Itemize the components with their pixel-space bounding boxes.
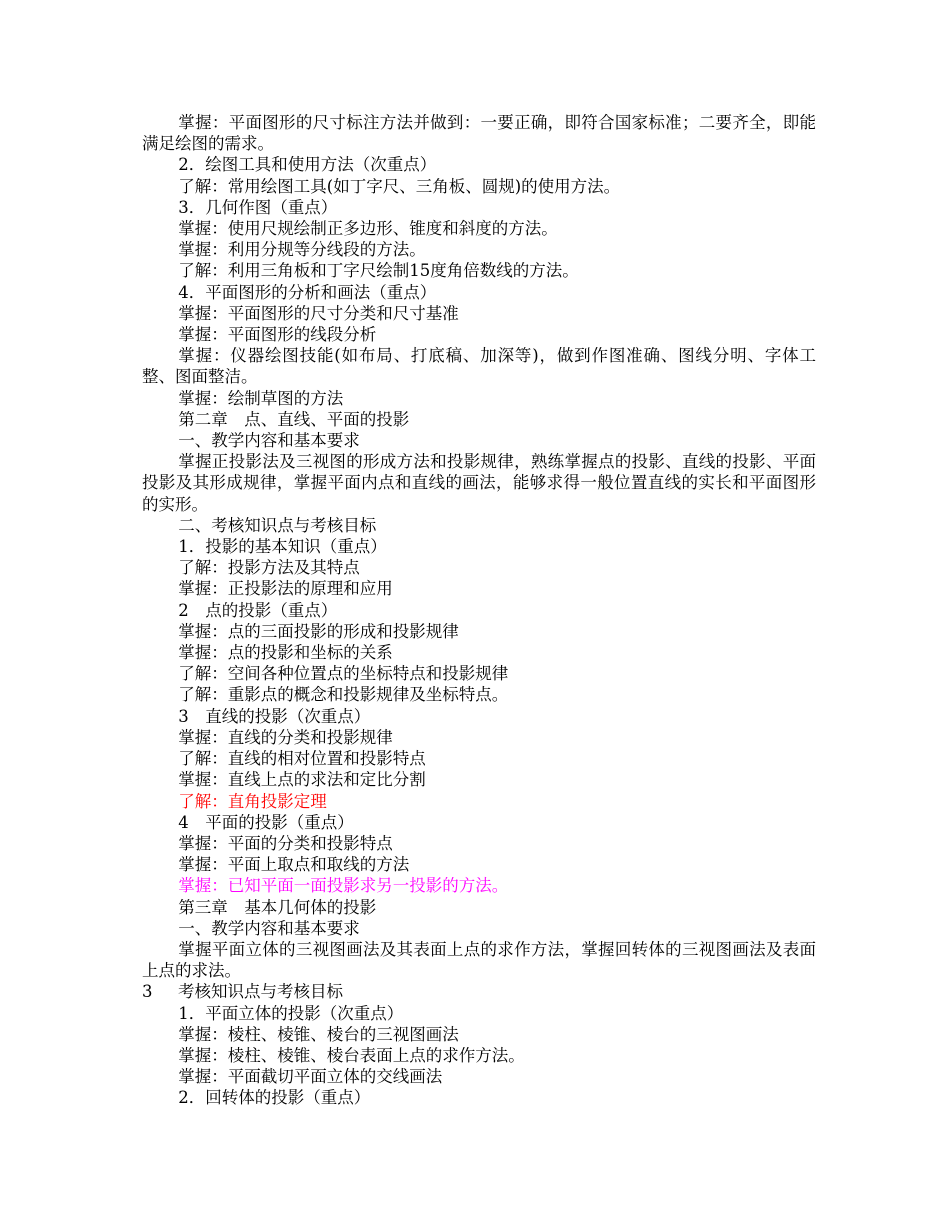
paragraph: 掌握：棱柱、棱锥、棱台的三视图画法	[178, 1024, 459, 1044]
paragraph: 一、教学内容和基本要求	[178, 918, 360, 938]
paragraph: 3 直线的投影（次重点）	[178, 706, 371, 726]
paragraph: 第三章 基本几何体的投影	[178, 897, 377, 917]
paragraph: 一、教学内容和基本要求	[178, 431, 360, 451]
paragraph: 掌握：平面截切平面立体的交线画法	[178, 1067, 443, 1087]
paragraph: 掌握：平面的分类和投影特点	[178, 833, 393, 853]
paragraph	[142, 981, 816, 1002]
paragraph: 掌握：使用尺规绘制正多边形、锥度和斜度的方法。	[178, 219, 558, 239]
paragraph: 掌握：平面图形的尺寸标注方法并做到：一要正确，即符合国家标准；二要齐全，即能满足绘图的需求。	[142, 113, 816, 154]
paragraph-text: 考核知识点与考核目标	[178, 982, 343, 1002]
paragraph-number: 3	[142, 982, 153, 1002]
paragraph: 1．平面立体的投影（次重点）	[178, 1003, 404, 1023]
paragraph: 掌握：绘制草图的方法	[178, 388, 344, 408]
paragraph: 掌握：仪器绘图技能(如布局、打底稿、加深等)，做到作图准确、图线分明、字体工整、图面整洁。	[142, 346, 816, 387]
paragraph: 掌握平面立体的三视图画法及其表面上点的求作方法，掌握回转体的三视图画法及表面上点的求法。	[142, 939, 816, 981]
paragraph: 了解：空间各种位置点的坐标特点和投影规律	[178, 664, 509, 684]
paragraph: 1．投影的基本知识（重点）	[178, 537, 387, 557]
paragraph: 掌握：平面图形的尺寸分类和尺寸基准	[178, 303, 459, 323]
paragraph: 掌握：正投影法的原理和应用	[178, 579, 393, 599]
paragraph: 第二章 点、直线、平面的投影	[178, 409, 410, 429]
paragraph: 掌握：平面上取点和取线的方法	[178, 855, 410, 875]
paragraph: 4．平面图形的分析和画法（重点）	[178, 282, 437, 302]
paragraph: 掌握正投影法及三视图的形成方法和投影规律，熟练掌握点的投影、直线的投影、平面投影及其形成规律，掌握平面内点和直线的画法，能够求得一般位置直线的实长和平面图形的实形。	[142, 452, 816, 514]
paragraph: 2．绘图工具和使用方法（次重点）	[178, 155, 437, 175]
paragraph: 4 平面的投影（重点）	[178, 812, 354, 832]
paragraph: 了解：直角投影定理	[178, 791, 327, 811]
paragraph: 了解：重影点的概念和投影规律及坐标特点。	[178, 685, 509, 705]
paragraph: 了解：利用三角板和丁字尺绘制15度角倍数线的方法。	[178, 261, 579, 281]
paragraph: 掌握：点的三面投影的形成和投影规律	[178, 621, 459, 641]
paragraph: 掌握：点的投影和坐标的关系	[178, 643, 393, 663]
paragraph: 2．回转体的投影（重点）	[178, 1088, 371, 1108]
paragraph: 了解：投影方法及其特点	[178, 558, 360, 578]
paragraph: 掌握：平面图形的线段分析	[178, 325, 377, 345]
document-body	[142, 112, 816, 1109]
paragraph: 掌握：直线的分类和投影规律	[178, 727, 393, 747]
paragraph: 掌握：直线上点的求法和定比分割	[178, 770, 426, 790]
paragraph: 了解：直线的相对位置和投影特点	[178, 749, 426, 769]
paragraph: 掌握：棱柱、棱锥、棱台表面上点的求作方法。	[178, 1045, 525, 1065]
paragraph: 掌握：利用分规等分线段的方法。	[178, 240, 426, 260]
paragraph: 2 点的投影（重点）	[178, 600, 338, 620]
paragraph: 二、考核知识点与考核目标	[178, 515, 377, 535]
paragraph: 了解：常用绘图工具(如丁字尺、三角板、圆规)的使用方法。	[178, 176, 621, 196]
paragraph: 3．几何作图（重点）	[178, 197, 338, 217]
paragraph: 掌握：已知平面一面投影求另一投影的方法。	[178, 876, 509, 896]
